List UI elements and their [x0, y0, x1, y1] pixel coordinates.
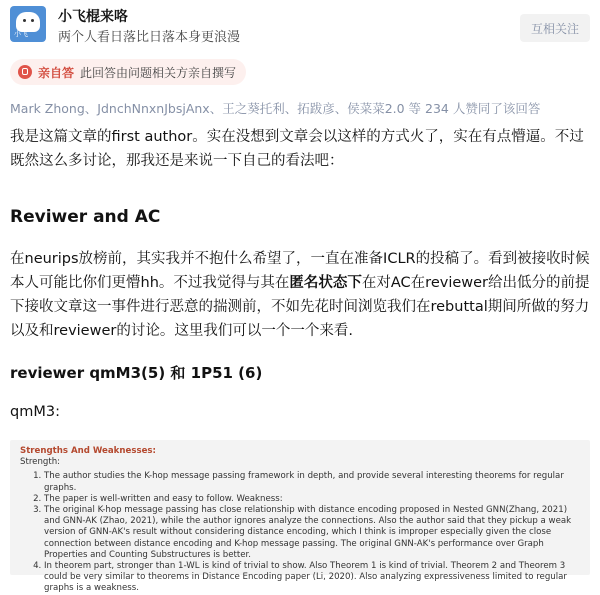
author-name[interactable]: 小飞棍来咯 [58, 9, 128, 25]
author-avatar[interactable] [10, 6, 46, 42]
badge-text: 此回答由问题相关方亲自撰写 [80, 65, 237, 80]
paragraph-text-1: 在neurips放榜前，其实我并不抱什么希望了，一直在准备ICLR的投稿了。看到被接收时候本人可能比你们更懵hh。不过我觉得与其在 [10, 251, 590, 291]
self-answer-badge [10, 59, 246, 85]
badge-title: 亲自答 [38, 65, 75, 80]
avatar-tag: 小飞 [14, 30, 28, 38]
eye-icon [23, 19, 26, 22]
review-title: Strengths And Weaknesses: [20, 446, 156, 456]
answer-author-header [10, 6, 590, 46]
reviewer-label: qmM3: [10, 404, 60, 420]
follow-button[interactable]: 互相关注 [520, 14, 590, 42]
review-item: 1. The author studies the K-hop message passing framework in depth, and provide several interesting theorems for regular graphs. [44, 471, 580, 493]
review-item: 3. The original K-hop message passing has close relationship with distance encoding proposed in Nested GNN(Zhang, 2021) and GNN-AK (Zhao, 2021), while the author ignores analyze the connections. Also the author said that they pickup a weak version of GNN-AK's result without considering distance encoding, which I think is improper especially given the close connection between distance encoding and K-hop message passing. The original GNN-AK's performance over Graph Properties and Counting Substructures is better. [44, 505, 580, 561]
paragraph-text-2: 在对AC在reviewer给出低分的前提下接收文章这一事件进行恶意的揣测前，不如先花时间浏览我们在rebuttal期间所做的努力以及和reviewer的讨论。这里我们可以一个一个来看. [10, 275, 590, 339]
review-screenshot [10, 440, 590, 594]
pen-badge-icon [18, 65, 32, 79]
review-item: 4. In theorem part, stronger than 1-WL is kind of trivial to show. Also Theorem 1 is kind of trivial. Theorem 2 and Theorem 3 could be very similar to theorems in Distance Encoding paper (Li, 2020). Also analyzing expressiveness limited to regular graphs is a weakness. [44, 561, 580, 595]
body-paragraph [10, 247, 592, 343]
review-list [20, 471, 580, 594]
review-subtitle: Strength: [20, 457, 61, 468]
author-bio: 两个人看日落比日落本身更浪漫 [58, 30, 241, 45]
answer-intro [10, 125, 590, 173]
review-item: 2. The paper is well-written and easy to follow. Weakness: [44, 494, 580, 505]
intro-paragraph: 我是这篇文章的first author。实在没想到文章会以这样的方式火了，实在有点懵逼。不过既然这么多讨论，那我还是来说一下自己的看法吧： [10, 129, 584, 169]
section-title: Reviwer and AC [10, 207, 161, 227]
voters-line[interactable]: Mark Zhong、JdnchNnxnJbsjAnx、王之葵托利、拓跋彦、侯菜菜2.0 等 234 人赞同了该回答 [10, 101, 541, 116]
reviewer-heading: reviewer qmM3(5) 和 1P51 (6) [10, 364, 263, 382]
paragraph-bold: 匿名状态下 [289, 275, 362, 291]
eye-icon [31, 19, 34, 22]
